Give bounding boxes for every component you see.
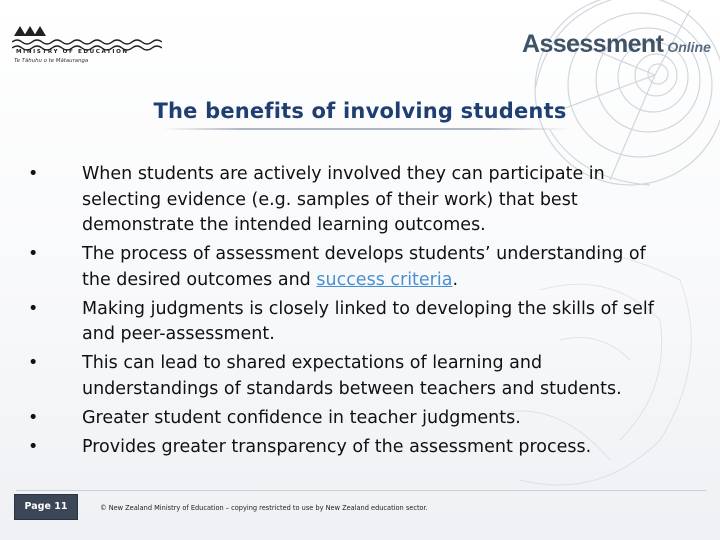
bullet-item — [28, 406, 668, 432]
bullet-dot: • — [28, 407, 39, 428]
title-divider — [162, 128, 570, 130]
bullet-text: This can lead to shared expectations of learning and understandings of standards between teachers and students. — [82, 353, 622, 399]
brand-main-text: Assessment — [522, 30, 664, 58]
bullet-dot: • — [28, 298, 39, 319]
page-number-badge: Page 11 — [14, 494, 78, 520]
bullet-dot: • — [28, 353, 39, 373]
mountain-peaks-icon — [12, 22, 52, 38]
footer-divider — [16, 490, 706, 491]
bullet-text: Making judgments is closely linked to developing the skills of self and peer-assessment. — [82, 298, 654, 344]
ministry-maori-name: Te Tāhuhu o te Mātauranga — [14, 58, 89, 64]
slide-title: The benefits of involving students — [153, 99, 567, 123]
bullet-text-end: . — [452, 269, 459, 290]
ministry-of-education-logo — [12, 22, 162, 72]
bullet-list — [28, 162, 668, 464]
bullet-item — [28, 351, 668, 402]
bullet-text: Provides greater transparency of the assessment process. — [82, 436, 592, 457]
bullet-item — [28, 435, 668, 461]
brand-sub-text: Online — [667, 39, 711, 55]
bullet-dot: • — [28, 244, 39, 264]
bullet-item — [28, 297, 668, 348]
bullet-text: Greater student confidence in teacher judgments. — [82, 407, 521, 428]
copyright-notice: © New Zealand Ministry of Education – copying restricted to use by New Zealand education sector. — [100, 504, 428, 512]
bullet-text: The process of assessment develops students’ understanding of the desired outcomes and — [82, 244, 646, 290]
assessment-online-logo — [522, 30, 711, 59]
bullet-item — [28, 242, 668, 293]
bullet-item — [28, 162, 668, 239]
success-criteria-link[interactable]: success criteria — [316, 269, 453, 290]
ministry-name: MINISTRY OF EDUCATION — [16, 49, 129, 55]
bullet-dot: • — [28, 436, 39, 457]
bullet-dot: • — [28, 164, 39, 184]
bullet-text: When students are actively involved they can participate in selecting evidence (e.g. samples of their work) that best demonstrate the intended learning outcomes. — [82, 164, 605, 235]
